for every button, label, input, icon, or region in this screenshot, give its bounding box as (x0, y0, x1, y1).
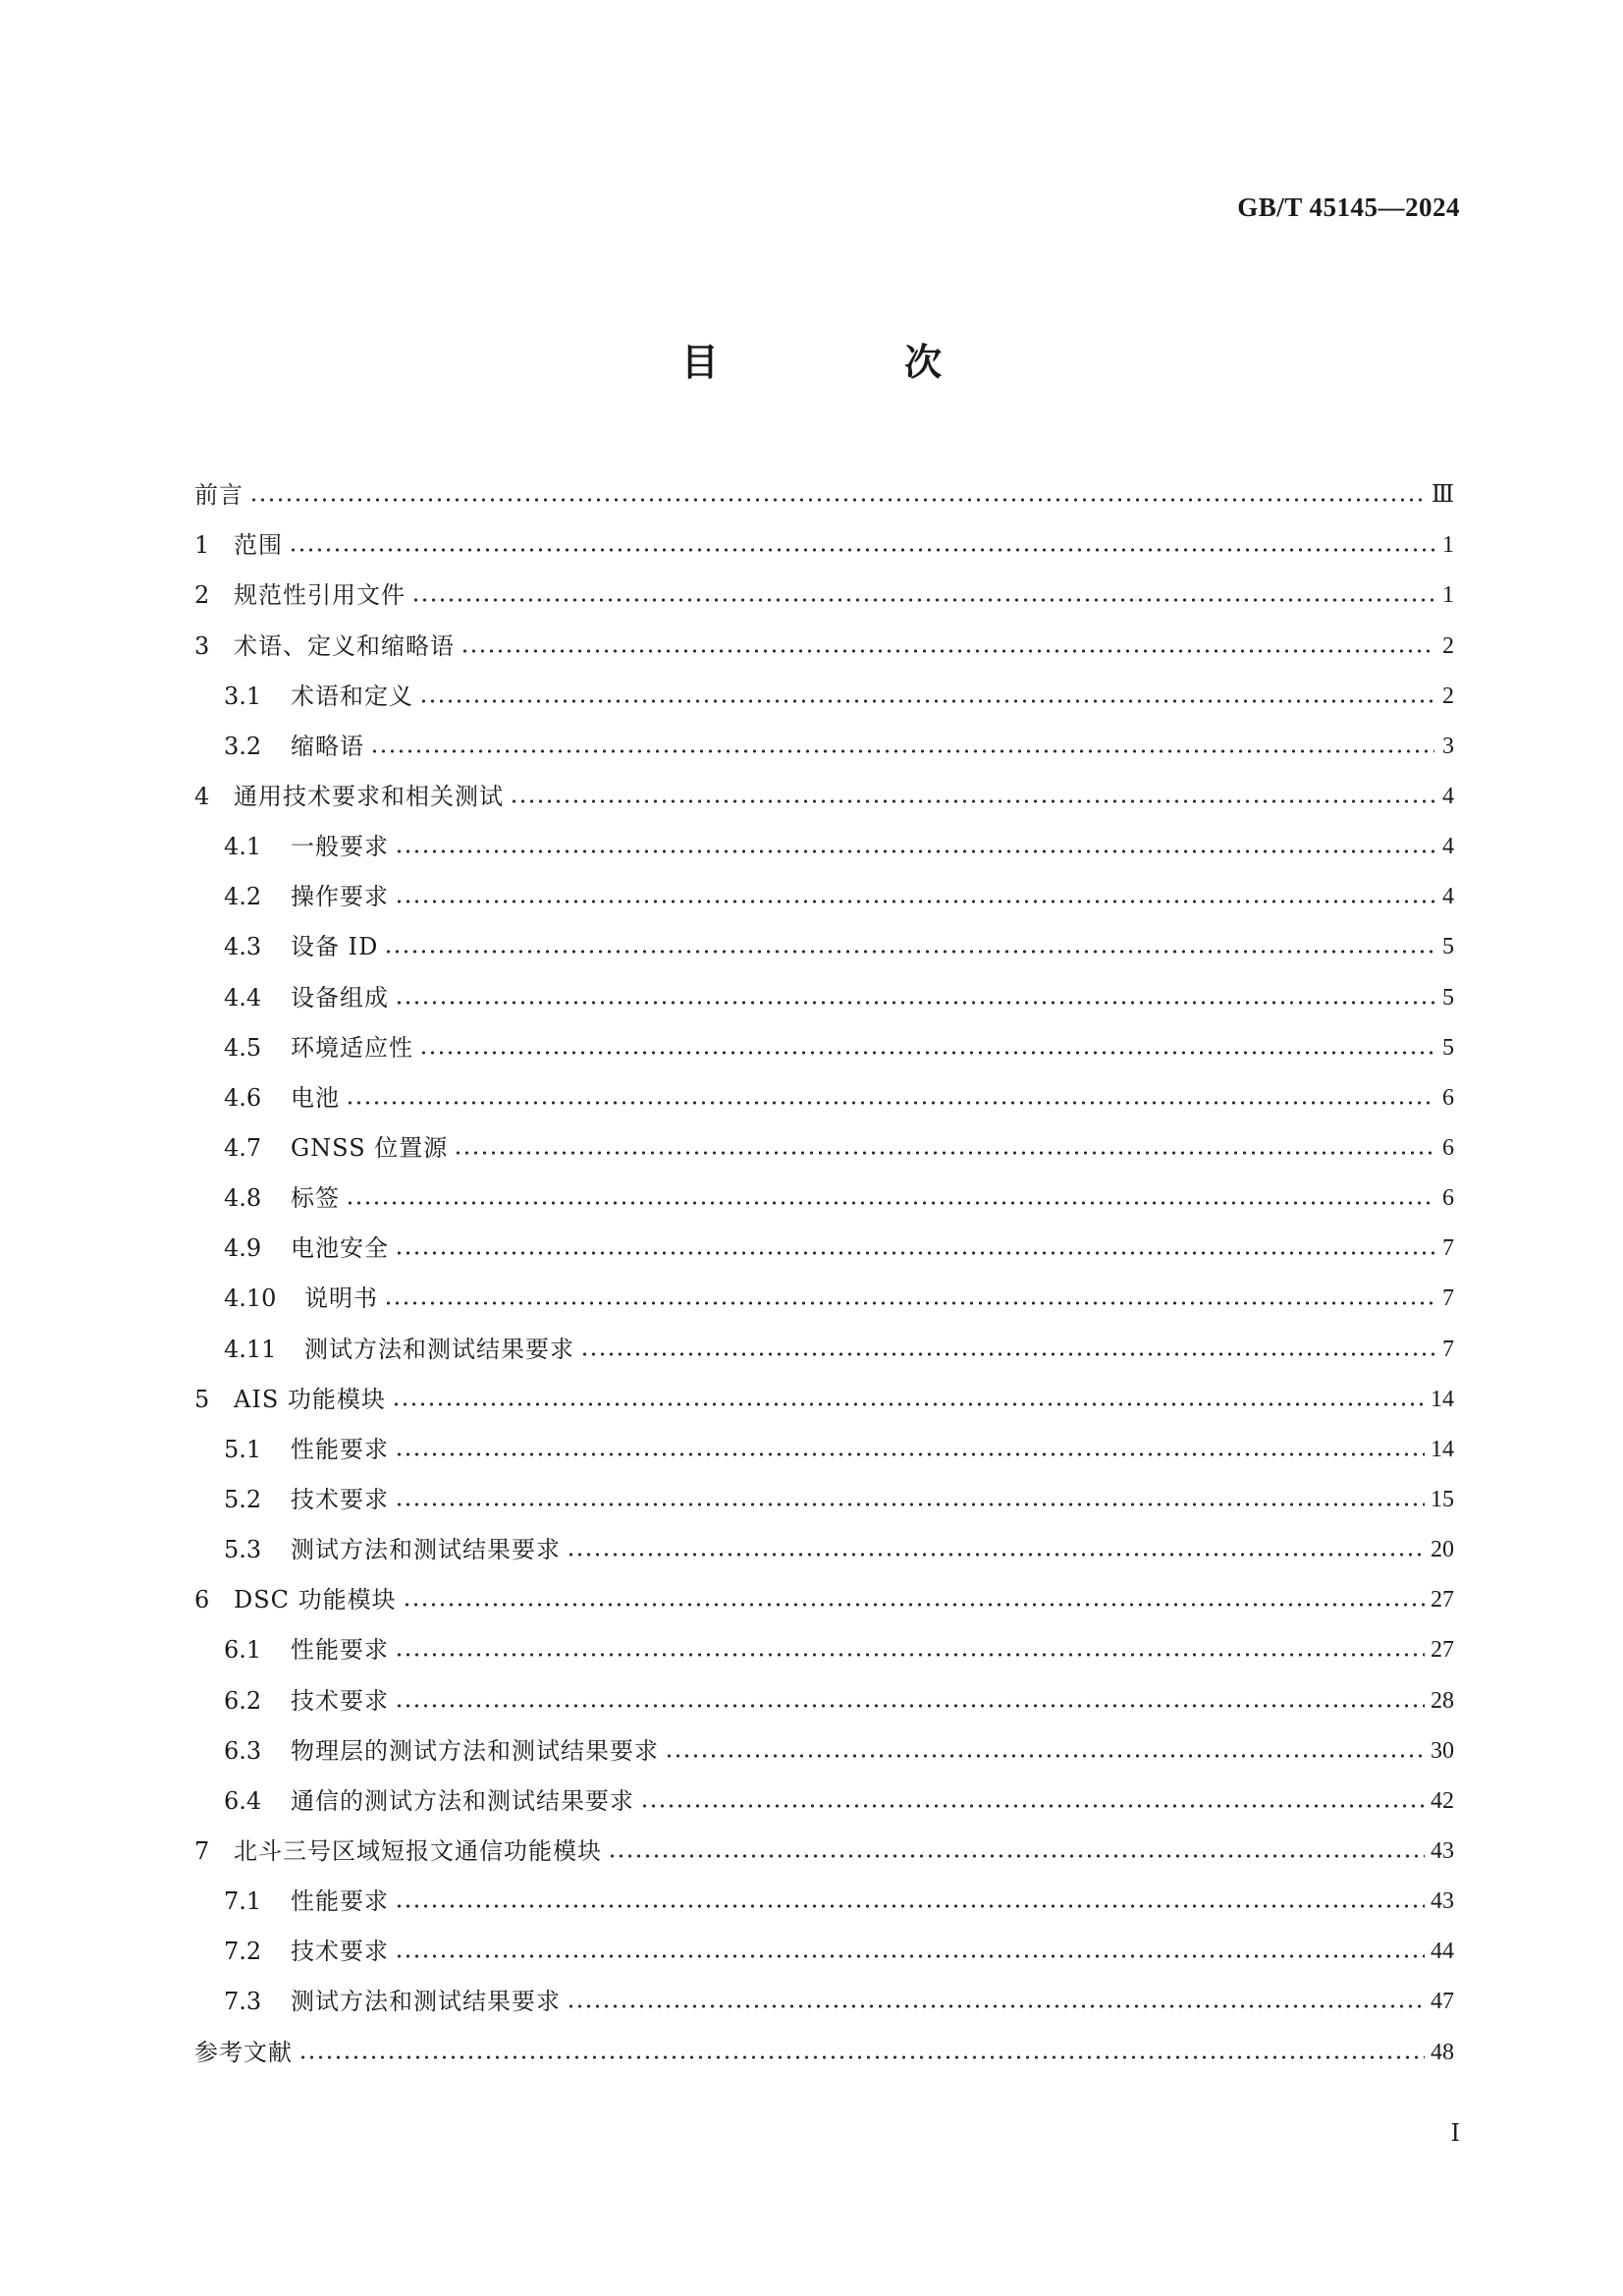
toc-entry-page: 15 (1431, 1486, 1454, 1512)
toc-entry-title: 范围 (234, 531, 283, 560)
toc-entry-title: 缩略语 (291, 732, 364, 760)
toc-entry-title: 性能要求 (291, 1887, 389, 1916)
dot-leader (395, 1953, 1425, 1959)
toc-entry-number: 6 (194, 1586, 210, 1614)
toc-entry[interactable] (194, 1716, 1454, 1766)
dot-leader (289, 547, 1434, 553)
toc-entry-title: 电池安全 (291, 1234, 389, 1263)
toc-entry[interactable] (194, 560, 1454, 610)
dot-leader (395, 1703, 1425, 1709)
toc-entry[interactable] (194, 761, 1454, 811)
toc-entry-title: 规范性引用文件 (234, 581, 406, 610)
dot-leader (346, 1200, 1434, 1206)
toc-entry-title: 物理层的测试方法和测试结果要求 (291, 1736, 659, 1765)
toc-entry-number: 4.6 (224, 1083, 262, 1112)
dot-leader (395, 1000, 1434, 1006)
toc-entry-number: 5 (194, 1385, 210, 1413)
dot-leader (249, 497, 1426, 503)
dot-leader (384, 1300, 1434, 1306)
dot-leader (403, 1602, 1425, 1608)
toc-entry[interactable] (194, 911, 1454, 961)
dot-leader (419, 1050, 1434, 1056)
toc-entry-page: 48 (1431, 2039, 1454, 2065)
toc-entry-page: 14 (1431, 1386, 1454, 1412)
toc-entry-title: 前言 (194, 481, 243, 510)
toc-entry[interactable] (194, 1665, 1454, 1715)
dot-leader (395, 1250, 1434, 1256)
dot-leader (395, 1451, 1425, 1457)
toc-entry-page: 42 (1431, 1787, 1454, 1814)
toc-entry-title: 性能要求 (291, 1435, 389, 1463)
toc-entry-page: Ⅲ (1431, 482, 1454, 509)
toc-entry-title: 一般要求 (291, 833, 389, 861)
toc-entry[interactable] (194, 661, 1454, 711)
toc-entry[interactable] (194, 711, 1454, 761)
toc-entry[interactable] (194, 1766, 1454, 1816)
toc-entry-title: 参考文献 (194, 2038, 293, 2066)
toc-entry-number: 4.5 (224, 1033, 262, 1062)
toc-entry-number: 2 (194, 581, 210, 610)
toc-entry-number: 4.8 (224, 1184, 262, 1213)
toc-entry[interactable] (194, 1012, 1454, 1063)
toc-entry-page: 28 (1431, 1687, 1454, 1714)
table-of-contents (194, 460, 1454, 2067)
toc-entry[interactable] (194, 861, 1454, 911)
toc-entry-number: 4.7 (224, 1133, 262, 1162)
page-number: Ⅰ (1450, 2121, 1460, 2147)
dot-leader (640, 1803, 1425, 1809)
toc-entry-number: 3 (194, 631, 210, 660)
toc-entry-title: 电池 (291, 1083, 340, 1112)
toc-entry-number: 5.3 (224, 1536, 262, 1564)
toc-entry-title: 环境适应性 (291, 1033, 413, 1062)
toc-entry-page: 3 (1442, 733, 1454, 759)
toc-entry[interactable] (194, 1414, 1454, 1464)
dot-leader (567, 1552, 1425, 1558)
toc-entry-page: 1 (1442, 582, 1454, 609)
toc-entry-page: 5 (1442, 1034, 1454, 1061)
toc-entry[interactable] (194, 1614, 1454, 1665)
toc-entry-number: 4.11 (224, 1335, 277, 1363)
dot-leader (395, 1903, 1425, 1909)
dot-leader (454, 1150, 1434, 1156)
toc-entry-page: 1 (1442, 532, 1454, 559)
toc-entry[interactable] (194, 1313, 1454, 1363)
dot-leader (608, 1853, 1425, 1859)
toc-entry-page: 43 (1431, 1888, 1454, 1915)
toc-entry-number: 5.2 (224, 1485, 262, 1513)
toc-entry[interactable] (194, 1163, 1454, 1213)
toc-entry-number: 5.1 (224, 1435, 262, 1463)
toc-entry-number: 4.3 (224, 933, 262, 961)
toc-entry-title: DSC 功能模块 (234, 1586, 397, 1614)
toc-entry-page: 27 (1431, 1587, 1454, 1613)
toc-entry-title: 设备组成 (291, 983, 389, 1011)
toc-entry[interactable] (194, 1916, 1454, 1966)
dot-leader (460, 648, 1434, 654)
toc-entry-page: 4 (1442, 884, 1454, 910)
toc-entry-page: 4 (1442, 783, 1454, 809)
toc-entry-number: 6.2 (224, 1686, 262, 1715)
toc-entry[interactable] (194, 1464, 1454, 1514)
toc-entry-page: 5 (1442, 934, 1454, 960)
toc-entry-page: 44 (1431, 1939, 1454, 1965)
toc-entry[interactable] (194, 1263, 1454, 1313)
toc-entry-page: 7 (1442, 1285, 1454, 1312)
toc-entry-title: 性能要求 (291, 1636, 389, 1665)
dot-leader (395, 1652, 1425, 1658)
toc-entry-number: 7.1 (224, 1887, 262, 1916)
toc-entry-page: 2 (1442, 632, 1454, 659)
toc-entry-page: 30 (1431, 1737, 1454, 1764)
dot-leader (392, 1401, 1425, 1407)
toc-entry-number: 6.3 (224, 1736, 262, 1765)
toc-entry-page: 6 (1442, 1134, 1454, 1161)
dot-leader (510, 798, 1434, 804)
toc-entry-title: 说明书 (304, 1285, 378, 1313)
toc-entry[interactable] (194, 961, 1454, 1011)
toc-entry[interactable] (194, 510, 1454, 560)
toc-entry-number: 7.2 (224, 1938, 262, 1966)
toc-entry[interactable] (194, 1966, 1454, 2016)
standard-code: GB/T 45145—2024 (1237, 192, 1460, 222)
toc-entry[interactable] (194, 1866, 1454, 1916)
toc-entry-title: 标签 (291, 1184, 340, 1213)
toc-entry-number: 4.2 (224, 883, 262, 911)
toc-entry-number: 4.1 (224, 833, 262, 861)
toc-entry-title: 操作要求 (291, 883, 389, 911)
toc-entry-title: 北斗三号区域短报文通信功能模块 (234, 1836, 602, 1865)
toc-entry-number: 7 (194, 1836, 210, 1865)
toc-entry-page: 27 (1431, 1637, 1454, 1664)
toc-entry-page: 6 (1442, 1084, 1454, 1111)
toc-entry-title: GNSS 位置源 (291, 1133, 449, 1162)
toc-entry-title: 技术要求 (291, 1485, 389, 1513)
toc-entry-title: 通信的测试方法和测试结果要求 (291, 1786, 634, 1815)
toc-entry-number: 3.2 (224, 732, 262, 760)
toc-entry[interactable] (194, 610, 1454, 660)
toc-entry-number: 4.9 (224, 1234, 262, 1263)
toc-entry-number: 3.1 (224, 682, 262, 710)
toc-entry-title: 设备 ID (291, 933, 379, 961)
toc-entry-page: 47 (1431, 1989, 1454, 2015)
toc-entry-page: 6 (1442, 1185, 1454, 1212)
toc-entry[interactable] (194, 2016, 1454, 2066)
dot-leader (567, 2003, 1425, 2009)
dot-leader (395, 899, 1434, 904)
toc-entry-number: 4 (194, 782, 210, 810)
toc-entry-page: 7 (1442, 1235, 1454, 1262)
toc-entry[interactable] (194, 1063, 1454, 1113)
toc-entry[interactable] (194, 1113, 1454, 1163)
toc-entry-page: 14 (1431, 1436, 1454, 1462)
toc-entry-number: 7.3 (224, 1988, 262, 2016)
toc-entry-number: 4.4 (224, 983, 262, 1011)
toc-entry-title: 术语、定义和缩略语 (234, 631, 455, 660)
toc-entry[interactable] (194, 1514, 1454, 1564)
toc-entry-page: 4 (1442, 834, 1454, 860)
dot-leader (384, 949, 1434, 955)
toc-entry[interactable] (194, 1564, 1454, 1614)
toc-entry[interactable] (194, 1364, 1454, 1414)
toc-entry-number: 1 (194, 531, 210, 560)
toc-entry-title: 术语和定义 (291, 682, 413, 710)
toc-entry-number: 6.1 (224, 1636, 262, 1665)
toc-entry[interactable] (194, 1816, 1454, 1866)
toc-entry-title: AIS 功能模块 (234, 1385, 386, 1413)
dot-leader (580, 1351, 1434, 1357)
dot-leader (419, 698, 1434, 704)
toc-entry[interactable] (194, 1213, 1454, 1263)
dot-leader (395, 848, 1434, 854)
toc-entry-title: 测试方法和测试结果要求 (291, 1536, 561, 1564)
toc-entry[interactable] (194, 460, 1454, 510)
toc-entry-number: 4.10 (224, 1285, 277, 1313)
toc-entry-page: 43 (1431, 1837, 1454, 1864)
toc-entry-title: 技术要求 (291, 1938, 389, 1966)
dot-leader (346, 1100, 1434, 1106)
dot-leader (411, 597, 1434, 603)
toc-entry-number: 6.4 (224, 1786, 262, 1815)
toc-entry-title: 通用技术要求和相关测试 (234, 782, 504, 810)
dot-leader (370, 748, 1434, 754)
toc-entry-title: 测试方法和测试结果要求 (291, 1988, 561, 2016)
dot-leader (298, 2054, 1425, 2060)
page-title: 目 次 (680, 341, 1029, 384)
toc-entry-page: 2 (1442, 683, 1454, 709)
toc-entry-title: 测试方法和测试结果要求 (304, 1335, 574, 1363)
toc-entry-page: 20 (1431, 1537, 1454, 1563)
dot-leader (665, 1753, 1425, 1759)
toc-entry[interactable] (194, 811, 1454, 861)
toc-entry-page: 5 (1442, 984, 1454, 1011)
toc-entry-page: 7 (1442, 1336, 1454, 1362)
dot-leader (395, 1502, 1425, 1507)
toc-entry-title: 技术要求 (291, 1686, 389, 1715)
